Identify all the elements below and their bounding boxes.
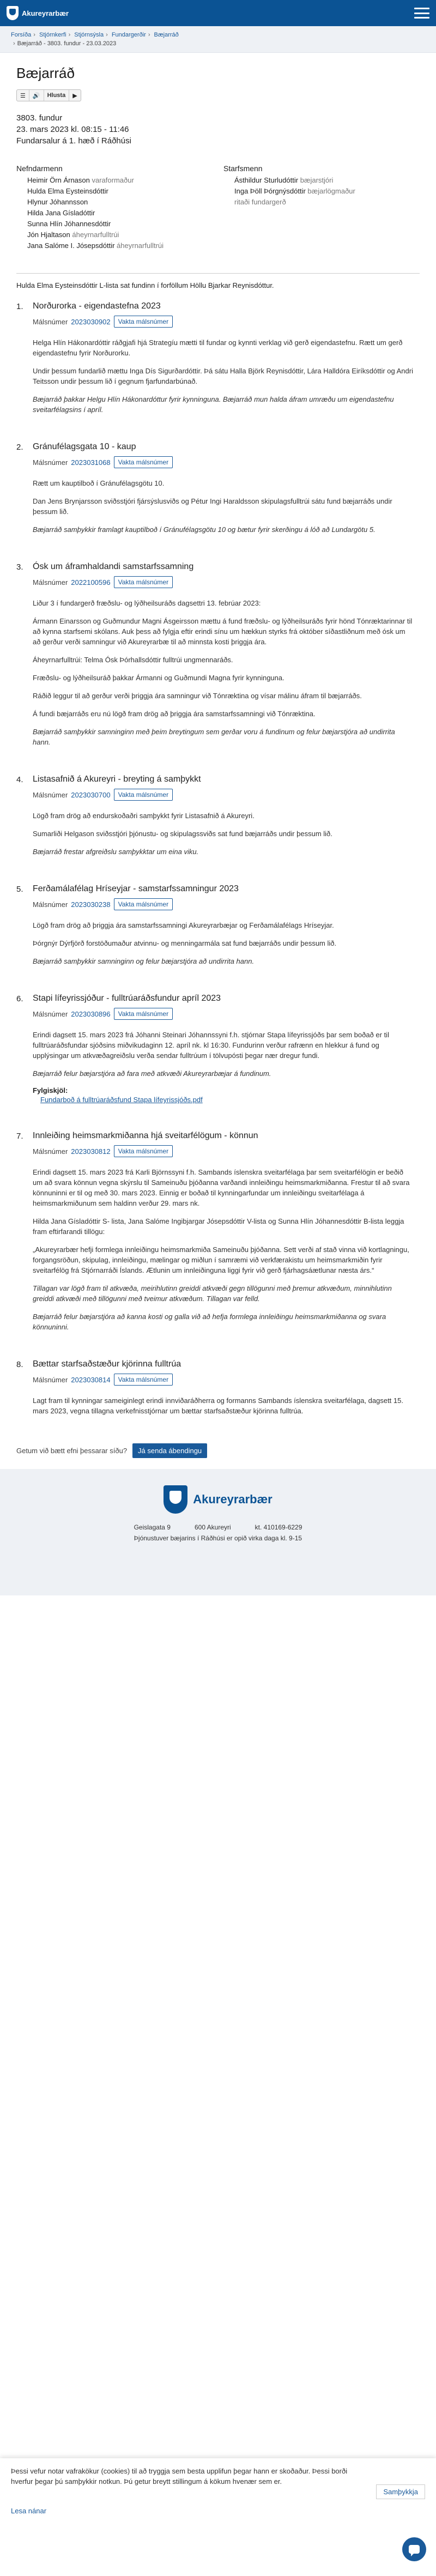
case-label: Málsnúmer xyxy=(33,1375,68,1384)
case-row xyxy=(33,1374,414,1386)
item-paragraph: Bæjarráð felur bæjarstjóra að fara með atkvæði Akureyrarbæjar á fundinum. xyxy=(33,1069,271,1078)
case-label: Málsnúmer xyxy=(33,578,68,586)
agenda-item xyxy=(16,775,420,864)
item-title: Norðurorka - eigendastefna 2023 xyxy=(33,301,161,311)
case-number-link[interactable]: 2023030812 xyxy=(71,1147,111,1156)
watch-case-button[interactable]: Vakta málsnúmer xyxy=(114,1374,173,1386)
cookie-more-link[interactable]: Lesa nánar xyxy=(11,2507,47,2515)
item-paragraph: Ármann Einarsson og Guðmundur Magni Ásgeirsson mættu á fund fræðslu- og lýðheilsuráðs fyrir hönd Tónræktarinnar til að kynna starfsemi skólans. Auk þess að fylgja eftir erindi sínu um hækkun styrks frá október síðastliðnum með ósk um að gerður verði samningur við Akureyrarbæ til að minnsta kosti þriggja ára. xyxy=(33,617,413,646)
item-number: 3. xyxy=(16,563,23,572)
staff-column xyxy=(223,163,420,251)
member-role: áheyrnarfulltrúi xyxy=(117,241,164,250)
item-body xyxy=(33,1131,414,1340)
item-paragraph: Liður 3 í fundargerð fræðslu- og lýðheilsuráðs dagsettri 13. febrúar 2023: xyxy=(33,599,261,607)
attachments-title: Fylgiskjöl: xyxy=(33,1086,68,1095)
logo-text: Akureyrarbær xyxy=(22,9,69,17)
breadcrumb-current: Bæjarráð - 3803. fundur - 23.03.2023 xyxy=(17,40,117,47)
item-body xyxy=(33,994,414,1111)
case-number-link[interactable]: 2023030238 xyxy=(71,900,111,909)
case-row xyxy=(33,316,414,328)
footer-logo[interactable] xyxy=(11,1485,425,1514)
member-role: áheyrnarfulltrúi xyxy=(72,231,119,239)
feedback-button[interactable]: Já senda ábendingu xyxy=(132,1443,207,1458)
case-label: Málsnúmer xyxy=(33,1009,68,1018)
member-row xyxy=(16,219,213,229)
member-row xyxy=(16,175,213,186)
divider xyxy=(16,273,420,274)
member-name: Jón Hjaltason xyxy=(27,231,70,239)
member-name: Sunna Hlín Jóhannesdóttir xyxy=(27,220,111,228)
footer-postcode: 600 Akureyri xyxy=(194,1523,231,1531)
member-row xyxy=(16,186,213,197)
agenda-item xyxy=(16,1131,420,1340)
case-label: Málsnúmer xyxy=(33,790,68,799)
menu-icon[interactable] xyxy=(414,8,429,19)
case-number-link[interactable]: 2023030896 xyxy=(71,1009,111,1018)
item-paragraph: Áheyrnarfulltrúi: Telma Ósk Þórhallsdóttir fulltrúi ungmennaráðs. xyxy=(33,656,233,664)
case-number-link[interactable]: 2023030902 xyxy=(71,317,111,326)
agenda-item xyxy=(16,1359,420,1424)
chat-icon xyxy=(409,2545,420,2554)
breadcrumb: Forsíða › Stjórnkerfi › Stjórnsýsla › Fundargerðir › Bæjarráð › Bæjarráð - 3803. fundur - 23.03.2023 xyxy=(0,26,436,53)
members-column xyxy=(16,163,213,251)
item-paragraph: Bæjarráð samþykkir samninginn með þeim breytingum sem gerðar voru á fundinum og felur bæjarstjóra að undirrita hann. xyxy=(33,728,395,746)
staff-name: Ásthildur Sturludóttir xyxy=(234,176,299,184)
top-bar xyxy=(0,0,436,26)
agenda-items xyxy=(16,301,420,1424)
members-title: Nefndarmenn xyxy=(16,164,63,173)
case-row xyxy=(33,456,414,468)
item-paragraph: Fræðslu- og lýðheilsuráð þakkar Ármanni og Guðmundi Magna fyrir kynninguna. xyxy=(33,674,284,682)
speaker-icon: 🔊 xyxy=(29,90,44,101)
staff-row xyxy=(223,186,420,197)
item-paragraph: Erindi dagsett 15. mars 2023 frá Jóhanni Steinari Jóhannssyni f.h. stjórnar Stapa lífeyrissjóðs þar sem boðað er til fulltrúaráðsfundar sjóðsins miðvikudaginn 12. apríl nk. kl 16:30. Fundurinn verður rafrænn en hlekkur á fund og upplýsingar um atkvæðagreiðslu verða sendar fulltrúum í tölvupósti þegar nær dregur fundi. xyxy=(33,1031,389,1060)
page-title: Bæjarráð xyxy=(16,65,75,81)
item-paragraph: Erindi dagsett 15. mars 2023 frá Karli Björnssyni f.h. Sambands íslenskra sveitarfélaga þar sem sveitarfélögin er beðið um að svara könnun vegna skýrslu til Sameinuðu þjóðanna varðandi innleiðingu heimsmarkmiðanna. Frestur til að svara könnuninni er til og með 30. mars 2023. Einnig er boðað til kynningarfundar um innleiðingu sveitarfélaga á heimsmarkmiðunum sem haldinn verður 29. mars nk. xyxy=(33,1168,410,1207)
play-icon[interactable]: ▶ xyxy=(72,92,77,99)
item-body xyxy=(33,884,414,974)
menu-icon[interactable]: ☰ xyxy=(17,90,29,101)
breadcrumb-item[interactable]: Bæjarráð xyxy=(154,32,179,38)
item-paragraph: Undir þessum fundarlið mættu Inga Dís Sigurðardóttir. Þá sátu Halla Björk Reynisdóttir, Lára Halldóra Eiríksdóttir og Andri Teitsson undir þessum lið í gegnum fjarfundarbúnað. xyxy=(33,367,413,385)
breadcrumb-item[interactable]: Forsíða xyxy=(11,32,32,38)
case-number-link[interactable]: 2022100596 xyxy=(71,578,111,586)
member-name: Heimir Örn Árnason xyxy=(27,176,90,184)
item-paragraph: Bæjarráð felur bæjarstjóra að kanna kosti og galla við að hefja formlega innleiðingu heimsmarkmiðanna og svara könnuninni. xyxy=(33,1313,386,1331)
item-number: 6. xyxy=(16,994,23,1003)
item-number: 1. xyxy=(16,302,23,311)
feedback-question: Getum við bætt efni þessarar síðu? xyxy=(16,1447,128,1455)
item-title: Ferðamálafélag Hríseyjar - samstarfssamningur 2023 xyxy=(33,884,239,893)
item-body xyxy=(33,775,414,864)
item-paragraph: Lögð fram drög að þriggja ára samstarfssamningi Akureyrarbæjar og Ferðamálafélags Hríseyjar. xyxy=(33,921,334,929)
case-label: Málsnúmer xyxy=(33,900,68,909)
breadcrumb-item[interactable]: Stjórnsýsla xyxy=(74,32,104,38)
item-paragraph: „Akureyrarbær hefji formlega innleiðingu heimsmarkmiða Sameinuðu þjóðanna. Sett verði af stað vinna við kortlagningu, forgangsröðun, skipulag, innleiðingu, mælingar og miðlun í samræmi við verkfærakistu um heimsmarkmiðin fyrir sveitarfélög frá Stjórnarráði Íslands. Ætlunin um innleiðinguna liggi fyrir við gerð fjárhagsáætlunar næsta árs.“ xyxy=(33,1245,409,1274)
watch-case-button[interactable]: Vakta málsnúmer xyxy=(114,316,173,328)
item-paragraph: Rætt um kauptilboð í Gránufélagsgötu 10. xyxy=(33,479,165,487)
footer-kt: kt. 410169-6229 xyxy=(255,1523,302,1531)
meeting-number: 3803. fundur xyxy=(16,113,63,123)
case-row xyxy=(33,1008,414,1020)
watch-case-button[interactable]: Vakta málsnúmer xyxy=(114,1145,173,1157)
watch-case-button[interactable]: Vakta málsnúmer xyxy=(114,789,173,801)
item-paragraph: Sumarliði Helgason sviðsstjóri þjónustu- og skipulagssviðs sat fund bæjarráðs undir þessum lið. xyxy=(33,830,332,838)
staff-row xyxy=(223,175,420,186)
case-number-link[interactable]: 2023030814 xyxy=(71,1375,111,1384)
meeting-time: 23. mars 2023 kl. 08:15 - 11:46 xyxy=(16,125,129,134)
intro-text: Hulda Elma Eysteinsdóttir L-lista sat fundinn í forföllum Höllu Bjarkar Reynisdóttur. xyxy=(16,281,274,289)
item-paragraph: Lögð fram drög að endurskoðaðri samþykkt fyrir Listasafnið á Akureyri. xyxy=(33,812,255,820)
item-body xyxy=(33,562,414,755)
item-paragraph: Lagt fram til kynningar sameiginlegt erindi innviðaráðherra og formanns Sambands íslenskra sveitarfélaga, dagsett 15. mars 2023, vegna tillagna verkefnisstjórnar um bættar starfsaðstæður kjörinna fulltrúa. xyxy=(33,1396,403,1415)
agenda-item xyxy=(16,442,420,542)
item-paragraph: Ráðið leggur til að gerður verði þriggja ára samningur við Tónræktina og vísar málinu áfram til bæjarráðs. xyxy=(33,692,362,700)
item-number: 7. xyxy=(16,1132,23,1141)
member-row xyxy=(16,197,213,208)
footer xyxy=(0,1469,436,1595)
item-paragraph: Á fundi bæjarráðs eru nú lögð fram drög að þriggja ára samstarfssamningi við Tónræktina. xyxy=(33,710,316,718)
attachment-link[interactable]: Fundarboð á fulltrúaráðsfund Stapa lífeyrissjóðs.pdf xyxy=(40,1096,203,1104)
watch-case-button[interactable]: Vakta málsnúmer xyxy=(114,1008,173,1020)
case-label: Málsnúmer xyxy=(33,317,68,326)
staff-row xyxy=(223,197,420,208)
item-number: 4. xyxy=(16,775,23,784)
case-row xyxy=(33,898,414,910)
watch-case-button[interactable]: Vakta málsnúmer xyxy=(114,898,173,910)
agenda-item xyxy=(16,884,420,974)
site-logo[interactable] xyxy=(7,6,69,20)
cookie-banner xyxy=(0,2458,436,2576)
agenda-item xyxy=(16,994,420,1111)
meeting-info xyxy=(16,112,420,147)
meeting-place: Fundarsalur á 1. hæð í Ráðhúsi xyxy=(16,136,131,146)
case-label: Málsnúmer xyxy=(33,1147,68,1156)
item-body xyxy=(33,442,414,542)
item-title: Stapi lífeyrissjóður - fulltrúaráðsfundur apríl 2023 xyxy=(33,994,221,1003)
footer-name: Akureyrarbær xyxy=(193,1492,272,1506)
item-number: 5. xyxy=(16,885,23,894)
footer-address: Geislagata 9 xyxy=(134,1523,171,1531)
case-row xyxy=(33,576,414,588)
staff-role: ritaði fundargerð xyxy=(234,198,286,206)
agenda-item xyxy=(16,301,420,422)
feedback xyxy=(16,1443,420,1458)
case-label: Málsnúmer xyxy=(33,458,68,467)
item-paragraph: Hilda Jana Gísladóttir S- lista, Jana Salóme Ingibjargar Jósepsdóttir V-lista og Sunna Hlín Jóhannesdóttir B-lista leggja fram eftirfarandi tillögu: xyxy=(33,1217,404,1236)
main-content xyxy=(0,53,436,1458)
watch-case-button[interactable]: Vakta málsnúmer xyxy=(114,456,173,468)
watch-case-button[interactable]: Vakta málsnúmer xyxy=(114,576,173,588)
chat-button[interactable] xyxy=(402,2537,426,2561)
cookie-accept-button[interactable]: Samþykkja xyxy=(376,2484,425,2499)
member-row xyxy=(16,229,213,240)
case-row xyxy=(33,1145,414,1157)
item-paragraph: Dan Jens Brynjarsson sviðsstjóri fjársýslusviðs og Pétur Ingi Haraldsson skipulagsfulltrúi sátu fund bæjarráðs undir þessum lið. xyxy=(33,497,392,516)
member-row xyxy=(16,240,213,251)
item-paragraph: Tillagan var lögð fram til atkvæða, meirihlutinn greiddi atkvæði gegn tillögunni með þremur atkvæðum, minnihlutinn greiddi atkvæði með tillögunni með tveimur atkvæðum. Tillagan var felld. xyxy=(33,1284,392,1303)
item-title: Innleiðing heimsmarkmiðanna hjá sveitarfélögum - könnun xyxy=(33,1131,258,1140)
case-number-link[interactable]: 2023030700 xyxy=(71,790,111,799)
item-title: Gránufélagsgata 10 - kaup xyxy=(33,442,136,451)
member-name: Hilda Jana Gísladóttir xyxy=(27,209,95,217)
item-title: Listasafnið á Akureyri - breyting á samþykkt xyxy=(33,775,201,784)
item-paragraph: Bæjarráð samþykkir framlagt kauptilboð í Gránufélagsgötu 10 og bætur fyrir skerðingu á lóð að Lundargötu 5. xyxy=(33,525,376,534)
cookie-text: Þessi vefur notar vafrakökur (cookies) til að tryggja sem besta upplifun þegar hann er skoðaður. Þessi borði hverfur þegar þú samþykkir notkun. Þú getur breytt stillingum á kökum hvenær sem er. xyxy=(11,2467,348,2486)
breadcrumb-item[interactable]: Fundargerðir xyxy=(111,32,146,38)
committee xyxy=(16,163,420,251)
item-number: 2. xyxy=(16,443,23,452)
member-name: Jana Salóme I. Jósepsdóttir xyxy=(27,241,115,250)
crest-icon xyxy=(164,1485,187,1514)
member-name: Hulda Elma Eysteinsdóttir xyxy=(27,187,108,195)
member-name: Hlynur Jóhannsson xyxy=(27,198,88,206)
staff-role: bæjarlögmaður xyxy=(307,187,355,195)
item-paragraph: Helga Hlín Hákonardóttir ráðgjafi hjá Strategíu mætti til fundar og kynnti verklag við gerð eigendastefnu. Rætt um gerð eigendastefnu fyrir Norðurorku. xyxy=(33,338,403,357)
item-paragraph: Bæjarráð samþykkir samninginn og felur bæjarstjóra að undirrita hann. xyxy=(33,957,255,965)
footer-info xyxy=(11,1523,425,1531)
item-paragraph: Þórgnýr Dýrfjörð forstöðumaður atvinnu- og menningarmála sat fund bæjarráðs undir þessum lið. xyxy=(33,939,337,947)
item-body xyxy=(33,1359,414,1424)
item-paragraph: Bæjarráð frestar afgreiðslu samþykktar um eina viku. xyxy=(33,848,199,856)
case-row xyxy=(33,789,414,801)
case-number-link[interactable]: 2023031068 xyxy=(71,458,111,467)
member-role: varaformaður xyxy=(92,176,134,184)
footer-hours: Þjónustuver bæjarins í Ráðhúsi er opið virka daga kl. 9-15 xyxy=(134,1534,302,1542)
listen-label[interactable]: Hlusta xyxy=(44,90,70,101)
item-title: Bættar starfsaðstæður kjörinna fulltrúa xyxy=(33,1359,181,1369)
crest-icon xyxy=(7,6,19,20)
item-paragraph: Bæjarráð þakkar Helgu Hlín Hákonardóttur fyrir kynninguna. Bæjarráð mun halda áfram umræðu um eigendastefnu sveitarfélagsins í apríl. xyxy=(33,395,394,414)
staff-role: bæjarstjóri xyxy=(300,176,334,184)
member-row xyxy=(16,208,213,219)
staff-title: Starfsmenn xyxy=(223,164,263,173)
staff-name: Inga Þöll Þórgnýsdóttir xyxy=(234,187,306,195)
breadcrumb-item[interactable]: Stjórnkerfi xyxy=(39,32,66,38)
item-title: Ósk um áframhaldandi samstarfssamning xyxy=(33,562,194,571)
listen-player[interactable] xyxy=(16,89,81,101)
agenda-item xyxy=(16,562,420,755)
item-number: 8. xyxy=(16,1360,23,1369)
item-body xyxy=(33,301,414,422)
